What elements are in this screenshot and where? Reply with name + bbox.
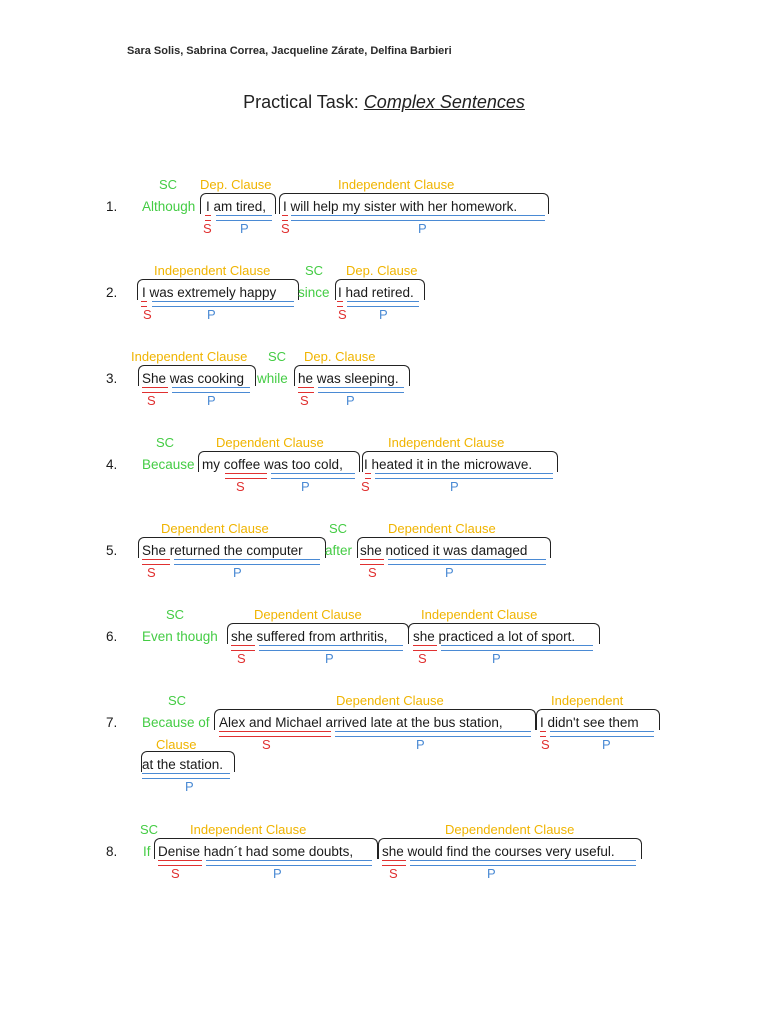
subordinator: Even though [142,629,218,644]
predicate-underline [335,731,531,737]
predicate-label: P [416,737,425,752]
clause-2: I will help my sister with her homework. [283,199,518,214]
subject-label: S [389,866,398,881]
predicate-label: P [185,779,194,794]
clause-1: she suffered from arthritis, [231,629,388,644]
predicate-label: P [379,307,388,322]
sentence-number: 8. [106,844,118,859]
sentence-4 [0,434,768,500]
clause-1: I was extremely happy [142,285,277,300]
sc-label: SC [140,822,159,837]
dep-clause-label: Dep. Clause [304,349,376,364]
clause-1: I am tired, [206,199,267,214]
subject-label: S [147,565,156,580]
subject-label: S [143,307,152,322]
independent-clause-label: Independent Clause [388,435,505,450]
subject-label: S [262,737,271,752]
subordinator: If [143,844,151,859]
dependent-clause-label: Dependent Clause [254,607,362,622]
dep-clause-label: Dep. Clause [346,263,418,278]
subject-label: S [418,651,427,666]
predicate-underline [152,301,294,307]
clause-2: he was sleeping. [298,371,399,386]
predicate-underline [410,860,636,866]
dependent-clause-label: Dependent Clause [216,435,324,450]
clause-2: I heated it in the microwave. [364,457,533,472]
sentence-number: 4. [106,457,118,472]
sentence-number: 3. [106,371,118,386]
title-emphasis: Complex Sentences [363,92,525,112]
sc-label: SC [305,263,324,278]
sentence-8 [0,821,768,887]
title-prefix: Practical Task: [243,92,364,112]
sentence-3 [0,348,768,414]
clause-2: I had retired. [338,285,414,300]
subject-label: S [541,737,550,752]
subject-label: S [368,565,377,580]
independent-clause-label: Independent Clause [421,607,538,622]
clause-1: my coffee was too cold, [202,457,343,472]
predicate-label: P [487,866,496,881]
independent-label: Independent [551,693,624,708]
predicate-underline [318,387,404,393]
predicate-label: P [418,221,427,236]
subject-label: S [203,221,212,236]
predicate-label: P [207,393,216,408]
sentence-5 [0,520,768,586]
subject-label: S [338,307,347,322]
clause-1: She returned the computer [142,543,303,558]
clause-1: Alex and Michael arrived late at the bus station, [219,715,503,730]
predicate-underline [174,559,320,565]
sentence-1 [0,176,768,242]
predicate-label: P [240,221,249,236]
clause-3: at the station. [142,757,224,772]
subject-label: S [236,479,245,494]
subordinator: Because [142,457,195,472]
predicate-underline [375,473,553,479]
sentence-7 [0,692,768,798]
sentence-number: 1. [106,199,118,214]
dependendent-clause-label: Dependendent Clause [445,822,575,837]
sc-label: SC [159,177,178,192]
sentence-number: 6. [106,629,118,644]
subordinator: Because of [142,715,210,730]
subordinator: Although [142,199,196,214]
subordinator: while [257,371,288,386]
clause-1: She was cooking [142,371,245,386]
dep-clause-label: Dep. Clause [200,177,272,192]
independent-clause-label: Independent Clause [154,263,271,278]
predicate-label: P [207,307,216,322]
clause-2: she noticed it was damaged [360,543,528,558]
dependent-clause-label: Dependent Clause [388,521,496,536]
predicate-underline [271,473,355,479]
predicate-underline [206,860,372,866]
predicate-label: P [273,866,282,881]
sentence-number: 7. [106,715,118,730]
independent-clause-label: Independent Clause [338,177,455,192]
predicate-label: P [325,651,334,666]
sc-label: SC [156,435,175,450]
independent-clause-label: Independent Clause [190,822,307,837]
subject-underline [158,860,202,866]
sc-label: SC [168,693,187,708]
subordinator: after [325,543,353,558]
clause-1: Denise hadn´t had some doubts, [158,844,354,859]
sc-label: SC [166,607,185,622]
subject-label: S [147,393,156,408]
predicate-label: P [492,651,501,666]
predicate-label: P [445,565,454,580]
independent-clause-label: Independent Clause [131,349,248,364]
sc-label: SC [329,521,348,536]
predicate-label: P [450,479,459,494]
dependent-clause-label: Dependent Clause [161,521,269,536]
dependent-clause-label: Dependent Clause [336,693,444,708]
predicate-label: P [233,565,242,580]
sentence-number: 2. [106,285,118,300]
subject-underline [219,731,331,737]
predicate-label: P [602,737,611,752]
clause-label: Clause [156,737,197,752]
subordinator: since [298,285,330,300]
predicate-underline [388,559,546,565]
predicate-label: P [301,479,310,494]
authors-line: Sara Solis, Sabrina Correa, Jacqueline Zárate, Delfina Barbieri [127,45,452,57]
clause-2: she practiced a lot of sport. [413,629,576,644]
clause-2: I didn't see them [540,715,639,730]
subject-label: S [237,651,246,666]
sentence-6 [0,606,768,672]
predicate-underline [441,645,593,651]
subject-label: S [361,479,370,494]
sentence-2 [0,262,768,328]
page-title [0,92,768,113]
sc-label: SC [268,349,287,364]
sentence-number: 5. [106,543,118,558]
subject-underline [225,473,267,479]
subject-label: S [281,221,290,236]
subject-label: S [171,866,180,881]
predicate-label: P [346,393,355,408]
subject-label: S [300,393,309,408]
clause-2: she would find the courses very useful. [382,844,615,859]
